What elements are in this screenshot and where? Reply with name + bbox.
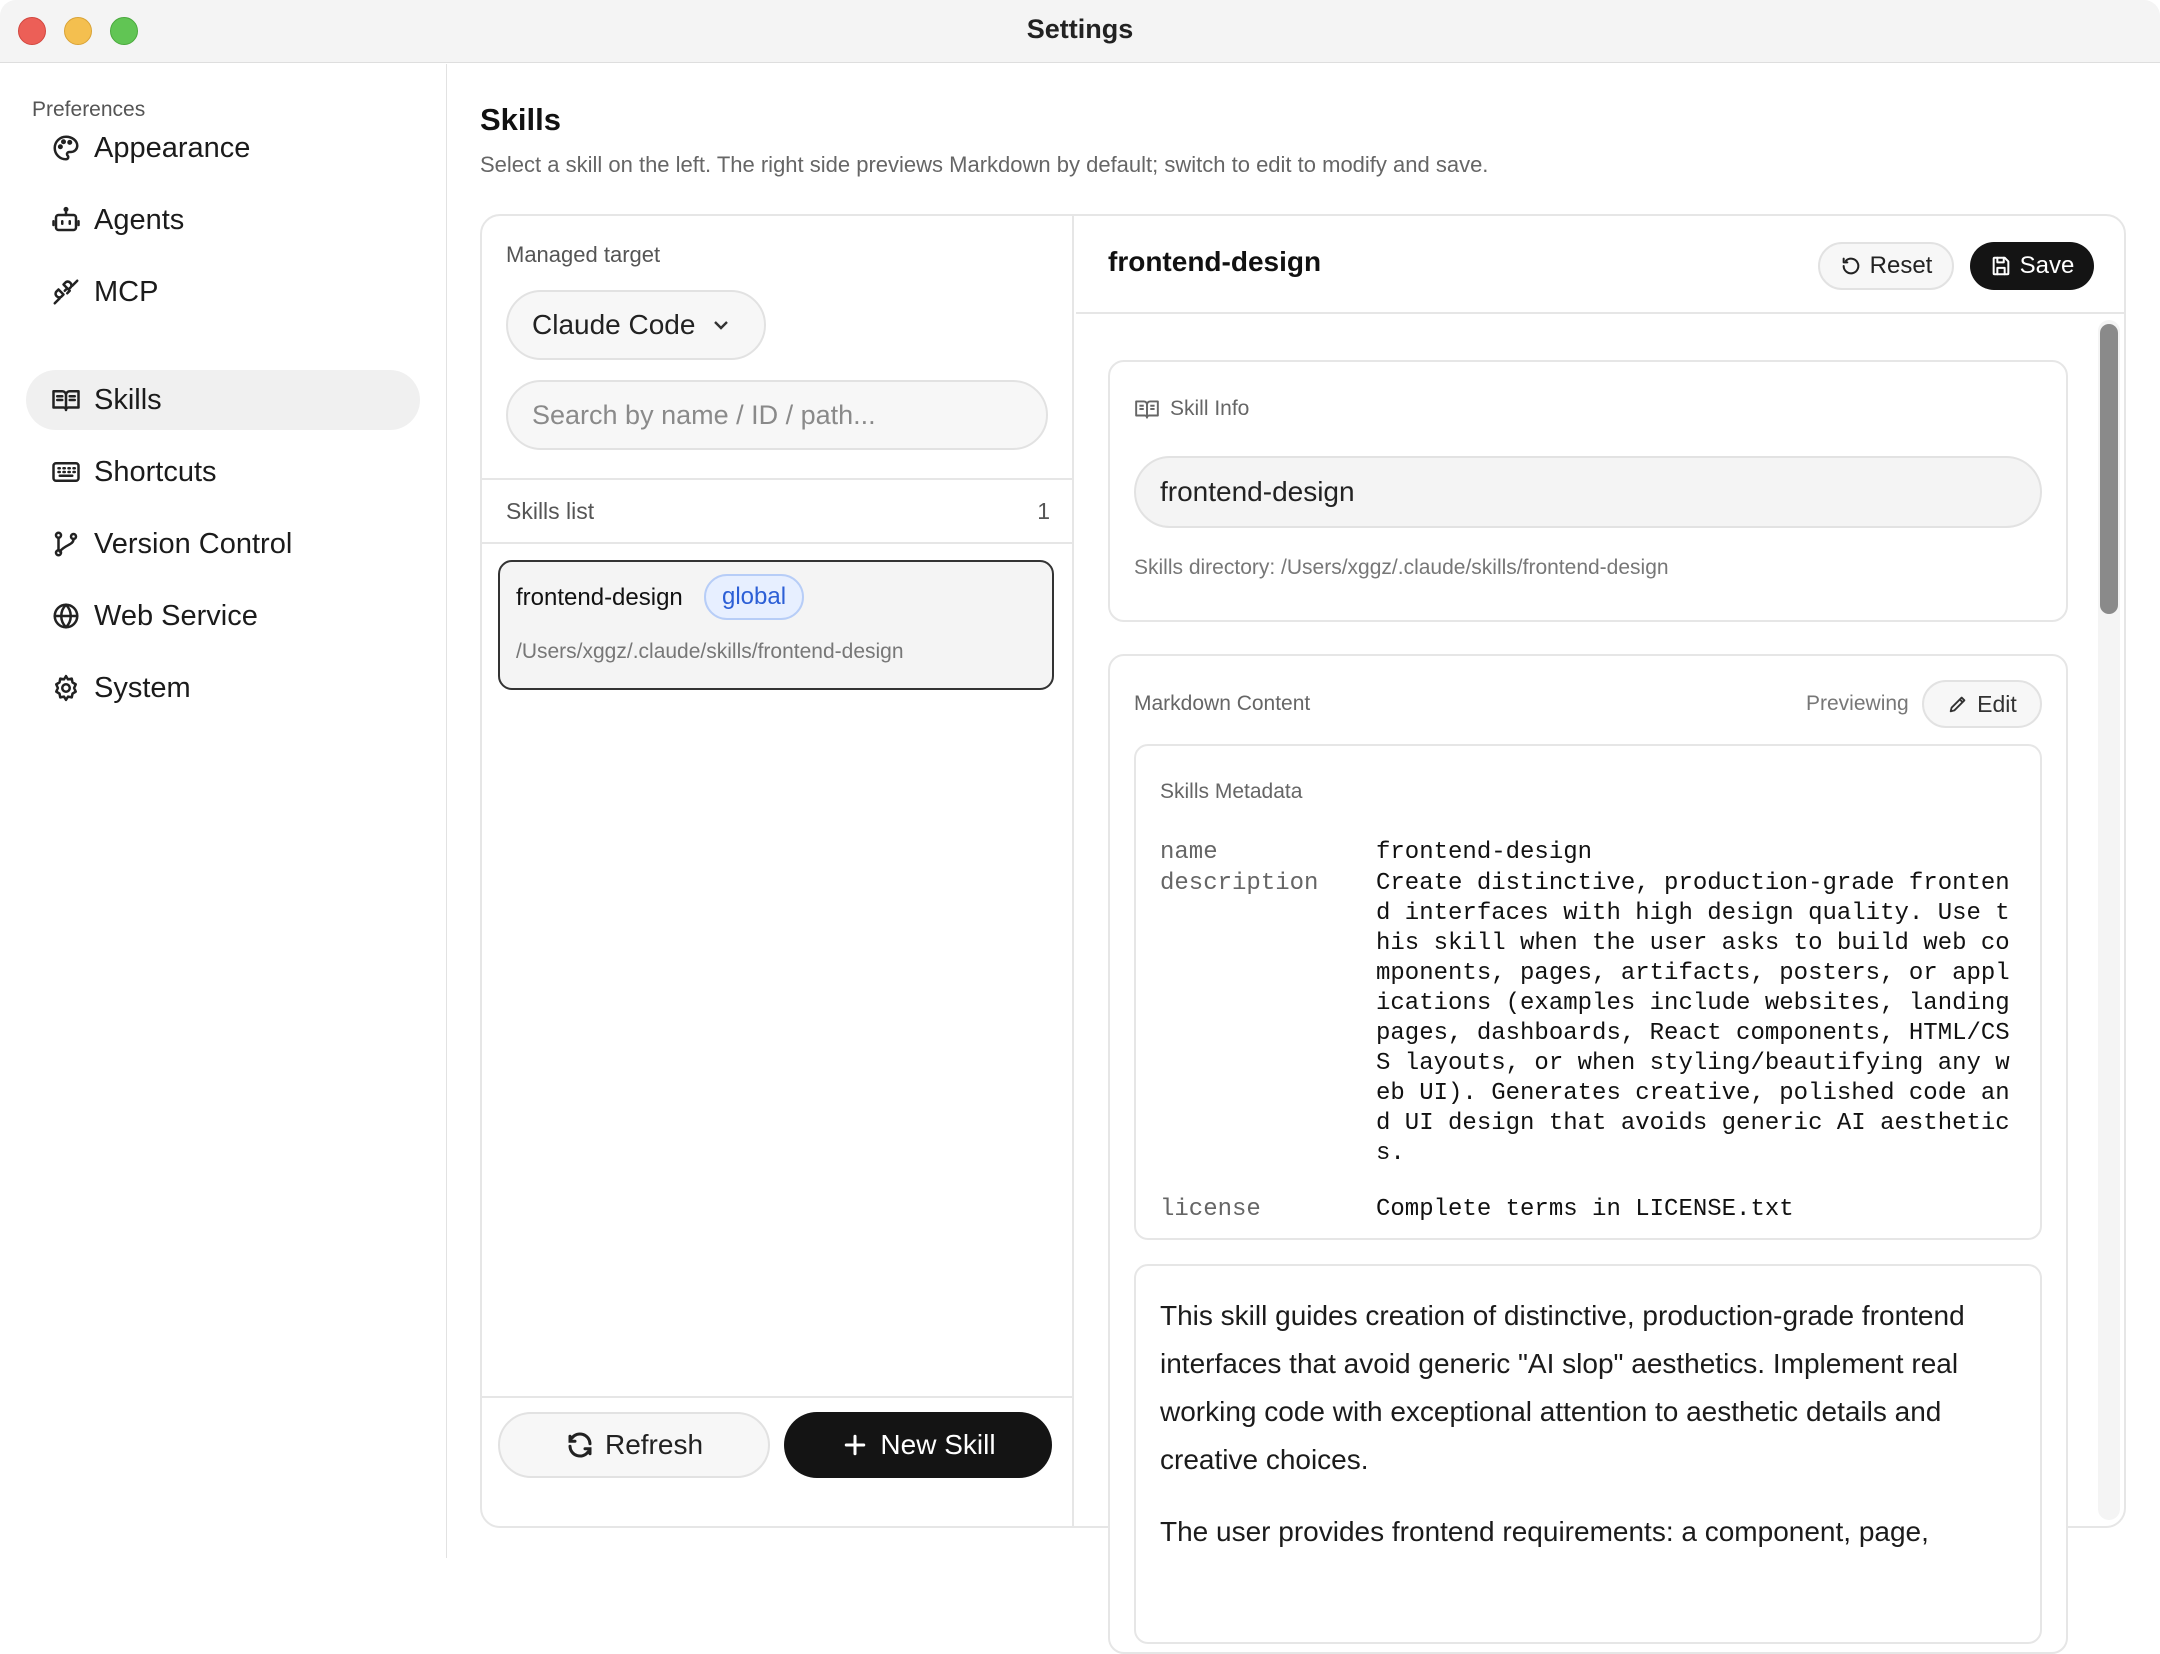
skill-list-item[interactable] xyxy=(498,560,1054,690)
skill-path: /Users/xggz/.claude/skills/frontend-design xyxy=(516,640,904,663)
skills-directory: Skills directory: /Users/xggz/.claude/skills/frontend-design xyxy=(1134,556,1669,579)
undo-icon xyxy=(1840,255,1862,277)
book-open-icon xyxy=(50,384,82,416)
scrollbar[interactable] xyxy=(2098,320,2120,1520)
sidebar-item-label: Version Control xyxy=(94,527,293,560)
sidebar-item-shortcuts[interactable] xyxy=(26,442,420,502)
sidebar-item-mcp[interactable] xyxy=(26,262,420,322)
skills-count: 1 xyxy=(1037,498,1050,524)
sidebar-item-version-control[interactable] xyxy=(26,514,420,574)
book-open-icon xyxy=(1134,396,1160,422)
sidebar-item-label: Appearance xyxy=(94,131,251,164)
sidebar-item-label: Skills xyxy=(94,383,162,416)
sidebar xyxy=(0,64,447,1558)
chevron-down-icon xyxy=(709,313,733,337)
search-input[interactable] xyxy=(506,380,1048,450)
markdown-content-card xyxy=(1108,654,2068,1654)
sidebar-item-web-service[interactable] xyxy=(26,586,420,646)
edit-button[interactable] xyxy=(1922,680,2042,728)
save-button[interactable] xyxy=(1970,242,2094,290)
sidebar-item-system[interactable] xyxy=(26,658,420,718)
sidebar-heading: Preferences xyxy=(32,98,146,121)
new-skill-button[interactable] xyxy=(784,1412,1052,1478)
git-branch-icon xyxy=(50,528,82,560)
detail-scroll-area[interactable] xyxy=(1076,316,2126,1547)
palette-icon xyxy=(50,132,82,164)
metadata-key: license xyxy=(1160,1196,1261,1223)
preview-status: Previewing xyxy=(1806,692,1909,715)
metadata-value: Complete terms in LICENSE.txt xyxy=(1376,1196,1794,1223)
metadata-key: name xyxy=(1160,839,1218,866)
scope-badge: global xyxy=(704,574,804,620)
managed-target-label: Managed target xyxy=(506,242,661,267)
plus-icon xyxy=(840,1430,870,1460)
sidebar-item-agents[interactable] xyxy=(26,190,420,250)
main-content xyxy=(448,64,2160,1558)
refresh-icon xyxy=(565,1430,595,1460)
metadata-value: frontend-design xyxy=(1376,839,1593,866)
skill-info-label: Skill Info xyxy=(1170,397,1250,420)
managed-target-select[interactable] xyxy=(506,290,766,360)
edit-label: Edit xyxy=(1977,690,2017,717)
scrollbar-thumb[interactable] xyxy=(2100,324,2118,614)
metadata-key: description xyxy=(1160,870,1319,897)
skills-list-header xyxy=(506,498,1050,525)
divider xyxy=(482,542,1074,544)
plug-icon xyxy=(50,276,82,308)
title-bar xyxy=(0,0,2160,63)
refresh-label: Refresh xyxy=(604,1429,704,1460)
pencil-icon xyxy=(1947,693,1969,715)
metadata-heading: Skills Metadata xyxy=(1160,780,1303,803)
sidebar-item-label: Agents xyxy=(94,203,185,236)
refresh-button[interactable] xyxy=(498,1412,770,1478)
skill-title: frontend-design xyxy=(1108,246,1322,277)
save-icon xyxy=(1990,255,2012,277)
skill-detail-pane xyxy=(1076,216,2126,1547)
detail-header xyxy=(1076,216,2126,314)
sidebar-item-label: MCP xyxy=(94,275,159,308)
save-label: Save xyxy=(2019,252,2075,279)
robot-icon xyxy=(50,204,82,236)
sidebar-item-label: Web Service xyxy=(94,599,258,632)
list-actions xyxy=(482,1396,1074,1526)
new-skill-label: New Skill xyxy=(880,1429,996,1460)
metadata-value: Create distinctive, production-grade frontend interfaces with high design quality. Use this skill when the user asks to build web components, pages, artifacts, posters, or applications (examples include websites, landing pages, dashboards, React components, HTML/CSS layouts, or when styling/beautifying any web UI). Generates creative, polished code and UI design that avoids generic AI aesthetics. xyxy=(1376,870,2010,1167)
page-description: Select a skill on the left. The right side previews Markdown by default; switch to edit to modify and save. xyxy=(480,152,1489,177)
globe-icon xyxy=(50,600,82,632)
skill-name: frontend-design xyxy=(516,584,683,611)
skill-name-field[interactable] xyxy=(1134,456,2042,528)
skill-info-heading xyxy=(1134,396,1249,422)
markdown-paragraph: This skill guides creation of distinctive, production-grade frontend interfaces that avoid generic "AI slop" aesthetics. Implement real working code with exceptional attention to aesthetic details and creative choices. xyxy=(1160,1300,1965,1475)
skills-list-pane xyxy=(482,216,1074,1526)
divider xyxy=(482,478,1074,480)
gear-icon xyxy=(50,672,82,704)
window-title: Settings xyxy=(1026,14,1134,44)
sidebar-item-label: System xyxy=(94,671,191,704)
skills-panel xyxy=(480,214,2126,1547)
reset-button[interactable] xyxy=(1818,242,1954,290)
sidebar-item-label: Shortcuts xyxy=(94,455,217,488)
skills-list-label: Skills list xyxy=(506,498,595,524)
managed-target-value: Claude Code xyxy=(532,309,696,340)
sidebar-item-appearance[interactable] xyxy=(26,118,420,178)
markdown-paragraph: The user provides frontend requirements: a component, page, xyxy=(1160,1516,1929,1547)
skills-metadata-block xyxy=(1134,744,2042,1240)
markdown-body xyxy=(1134,1264,2042,1644)
skill-info-card xyxy=(1108,360,2068,622)
page-title: Skills xyxy=(480,102,561,137)
markdown-content-label: Markdown Content xyxy=(1134,692,1311,715)
keyboard-icon xyxy=(50,456,82,488)
sidebar-item-skills[interactable] xyxy=(26,370,420,430)
reset-label: Reset xyxy=(1869,252,1933,279)
